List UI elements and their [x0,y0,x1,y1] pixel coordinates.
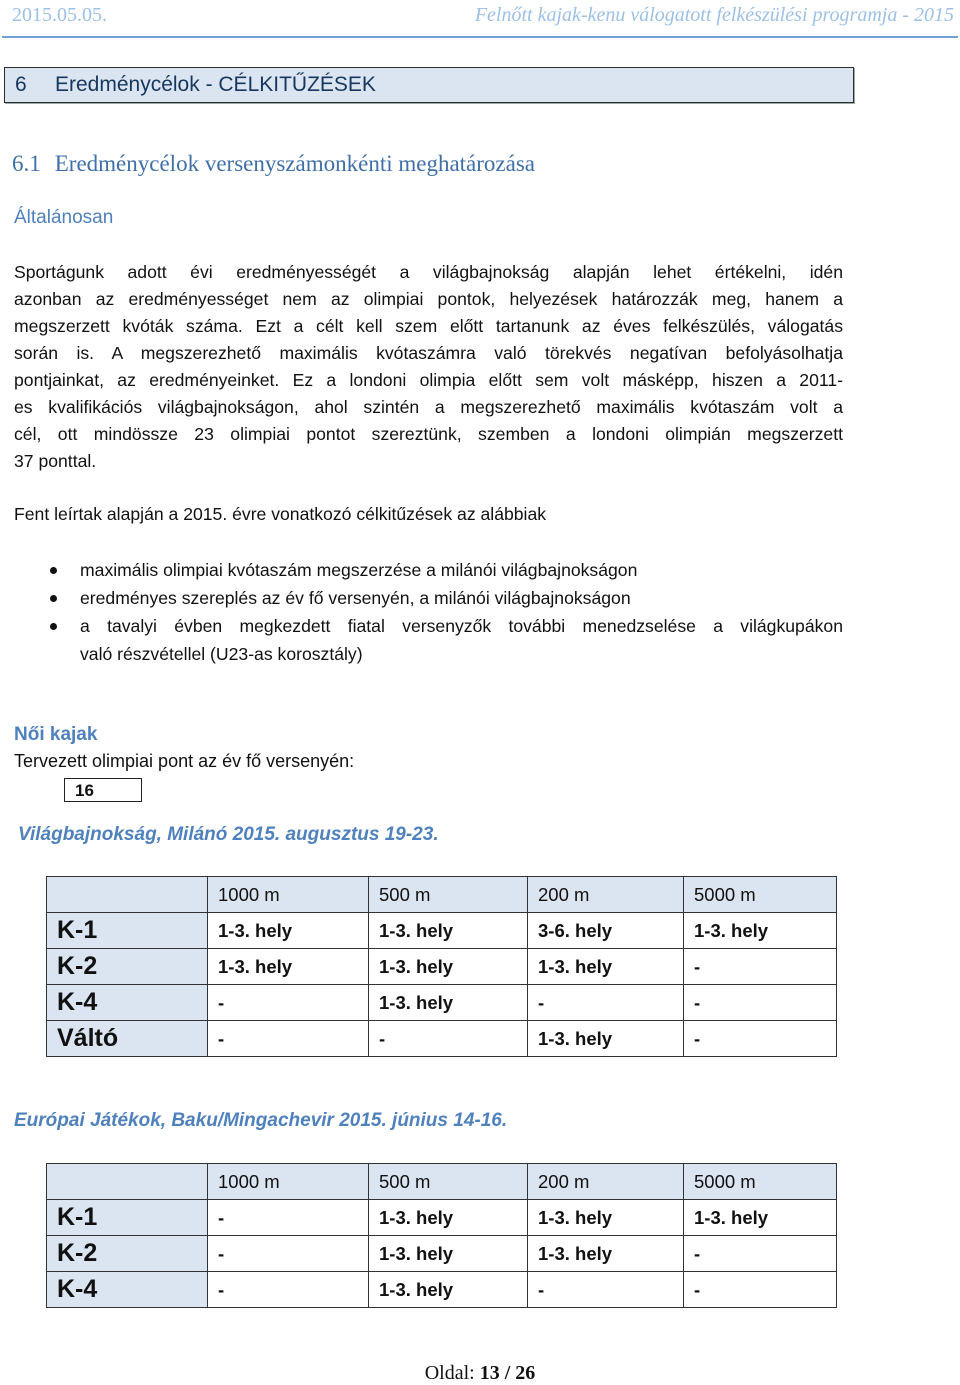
world-championship-table [46,876,837,1057]
boat-class-cell: K-1 [47,1200,208,1236]
table-cell: 1-3. hely [528,1200,684,1236]
table-cell: 1-3. hely [208,913,369,949]
paragraph-line: azonban az eredményességet nem az olimpiai pontok, helyezések határozzák meg, hanem a [14,289,843,309]
subsection-number: 6.1 [12,151,41,176]
table-cell: - [208,1200,369,1236]
table-cell: - [208,1272,369,1308]
event2-title: Európai Játékok, Baku/Mingachevir 2015. június 14-16. [14,1110,508,1131]
table-row [47,1272,837,1308]
section-title: Eredménycélok - CÉLKITŰZÉSEK [55,73,376,96]
table-header-cell: 1000 m [208,877,369,913]
table-cell: 1-3. hely [369,1200,528,1236]
table-cell: - [684,1236,837,1272]
table-cell: - [369,1021,528,1057]
table-cell: - [528,985,684,1021]
boat-class-cell: K-2 [47,949,208,985]
table-cell: - [208,1236,369,1272]
table-cell: - [208,985,369,1021]
header-title: Felnőtt kajak-kenu válogatott felkészülési programja - 2015 [474,4,954,26]
table-row [47,1021,837,1057]
european-games-table [46,1163,837,1308]
table-header-cell: 5000 m [684,877,837,913]
womens-kayak-heading: Női kajak [14,724,98,745]
general-heading: Általánosan [14,207,114,228]
table-header-cell: 200 m [528,877,684,913]
table-cell: 1-3. hely [369,985,528,1021]
paragraph-last-line: 37 ponttal. [14,451,97,471]
list-item-text: a tavalyi évben megkezdett fiatal versenyzők további menedzselése a világkupákon [80,616,843,636]
table-cell: 1-3. hely [528,1236,684,1272]
page-number: 13 [479,1362,500,1384]
page-separator: / [504,1362,511,1384]
boat-class-cell: K-4 [47,1272,208,1308]
table-cell: 1-3. hely [369,913,528,949]
table-header-row [47,1164,837,1200]
boat-class-cell: K-1 [47,913,208,949]
paragraph-line: pontjainkat, az eredményeinket. Ez a londoni olimpia előtt sem volt másképp, hiszen a 2011- [14,370,843,390]
header-date: 2015.05.05. [12,4,107,26]
subsection-heading [12,151,535,177]
bullet-icon [50,567,57,574]
goals-intro: Fent leírtak alapján a 2015. évre vonatkozó célkitűzések az alábbiak [14,504,547,524]
goals-list [14,556,843,668]
planned-points-value: 16 [64,778,142,802]
table-cell: - [528,1272,684,1308]
bullet-icon [50,623,57,630]
table-cell: - [684,1021,837,1057]
section-number: 6 [15,73,27,96]
list-item [14,612,843,668]
table-cell: 1-3. hely [369,1236,528,1272]
list-item [14,556,843,584]
paragraph-line: Sportágunk adott évi eredményességét a világbajnokság alapján lehet értékelni, idén [14,262,843,282]
table-cell: 1-3. hely [684,1200,837,1236]
table-header-cell: 1000 m [208,1164,369,1200]
table-cell: 1-3. hely [528,1021,684,1057]
table-cell: - [684,949,837,985]
list-item-text: eredményes szereplés az év fő versenyén, a milánói világbajnokságon [80,588,631,608]
table-header-cell: 500 m [369,877,528,913]
section-heading [4,67,854,103]
page-footer [0,1362,960,1385]
list-item-text: való részvétellel (U23-as korosztály) [80,644,363,664]
paragraph-line: során is. A megszerezhető maximális kvótaszámra való törekvés negatívan befolyásolhatja [14,343,843,363]
table-cell: - [208,1021,369,1057]
table-cell: 1-3. hely [528,949,684,985]
boat-class-cell: K-4 [47,985,208,1021]
table-row [47,949,837,985]
table-cell: 3-6. hely [528,913,684,949]
table-cell: - [684,985,837,1021]
table-header-cell [47,1164,208,1200]
page-label: Oldal: [424,1362,475,1384]
table-header-row [47,877,837,913]
table-cell: 1-3. hely [369,949,528,985]
subsection-title: Eredménycélok versenyszámonkénti meghatározása [54,151,535,176]
table-cell: 1-3. hely [684,913,837,949]
header-divider [2,36,958,38]
table-header-cell: 5000 m [684,1164,837,1200]
page-total: 26 [515,1362,536,1384]
list-item [14,584,843,612]
table-row [47,913,837,949]
table-header-cell: 200 m [528,1164,684,1200]
table-header-cell [47,877,208,913]
list-item-text: maximális olimpiai kvótaszám megszerzése a milánói világbajnokságon [80,560,638,580]
table-cell: 1-3. hely [208,949,369,985]
paragraph-line: cél, ott mindössze 23 olimpiai pontot szereztünk, szemben a londoni olimpián megszerzett [14,424,843,444]
paragraph-line: es kvalifikációs világbajnokságon, ahol szintén a megszerezhető maximális kvótaszám volt a [14,397,843,417]
paragraph-line: megszerzett kvóták száma. Ezt a célt kell szem előtt tartanunk az éves felkészülés, válogatás [14,316,843,336]
planned-points-label: Tervezett olimpiai pont az év fő versenyén: [14,751,355,771]
table-row [47,985,837,1021]
table-row [47,1200,837,1236]
event1-title: Világbajnokság, Milánó 2015. augusztus 19-23. [18,824,439,845]
table-cell: - [684,1272,837,1308]
table-cell: 1-3. hely [369,1272,528,1308]
table-header-cell: 500 m [369,1164,528,1200]
intro-paragraph [14,259,843,475]
table-row [47,1236,837,1272]
boat-class-cell: Váltó [47,1021,208,1057]
boat-class-cell: K-2 [47,1236,208,1272]
bullet-icon [50,595,57,602]
